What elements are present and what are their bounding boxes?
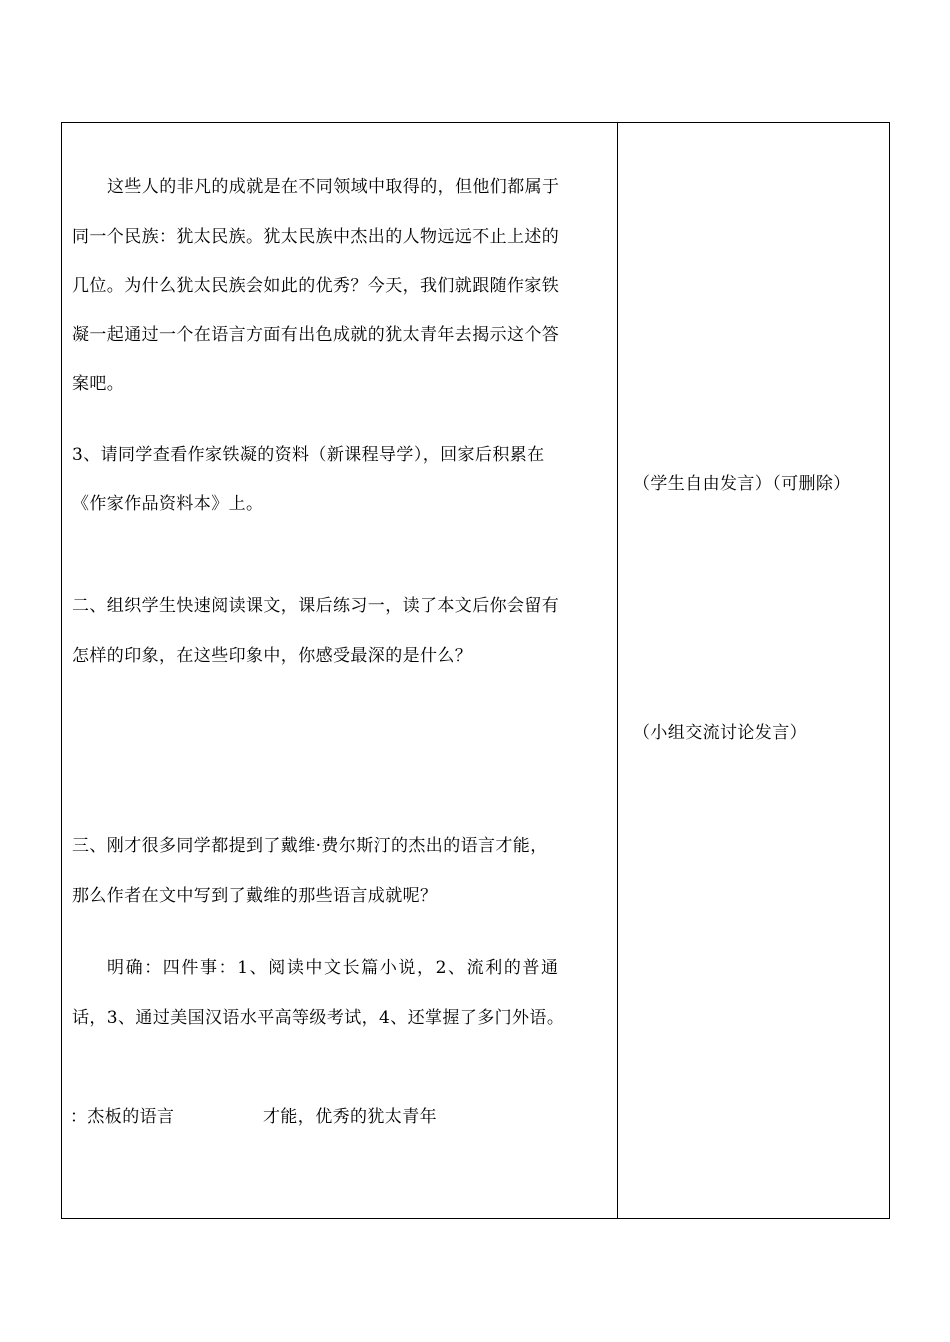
section-2-line-2: 怎样的印象，在这些印象中，你感受最深的是什么？: [72, 646, 473, 666]
student-free-speech-note: （学生自由发言）（可删除）: [633, 474, 851, 494]
summary-part-2: 才能，优秀的犹太青年: [263, 1107, 437, 1127]
section-2-line-1: 二、组织学生快速阅读课文，课后练习一，读了本文后你会留有: [72, 596, 560, 616]
intro-line-5: 案吧。: [72, 374, 125, 394]
intro-line-4: 凝一起通过一个在语言方面有出色成就的犹太青年去揭示这个答: [72, 325, 560, 345]
section-3-line-1: 三、刚才很多同学都提到了戴维·费尔斯汀的杰出的语言才能，: [72, 836, 548, 856]
column-divider: [617, 122, 618, 1219]
section-3-line-2: 那么作者在文中写到了戴维的那些语言成就呢？: [72, 886, 438, 906]
answer-line-2: 话，3、通过美国汉语水平高等级考试，4、还掌握了多门外语。: [72, 1008, 565, 1028]
intro-line-1: 这些人的非凡的成就是在不同领域中取得的，但他们都属于: [107, 177, 560, 197]
intro-line-2: 同一个民族：犹太民族。犹太民族中杰出的人物远远不止上述的: [72, 227, 560, 247]
summary-part-1: ：杰板的语言: [70, 1107, 175, 1127]
answer-line-1: 明确：四件事：1、阅读中文长篇小说，2、流利的普通: [107, 958, 560, 978]
item-3-line-2: 《作家作品资料本》上。: [72, 494, 264, 514]
group-discussion-note: （小组交流讨论发言）: [633, 723, 807, 743]
intro-line-3: 几位。为什么犹太民族会如此的优秀？今天，我们就跟随作家铁: [72, 276, 560, 296]
item-3-line-1: 3、请同学查看作家铁凝的资料（新课程导学），回家后积累在: [72, 445, 545, 465]
